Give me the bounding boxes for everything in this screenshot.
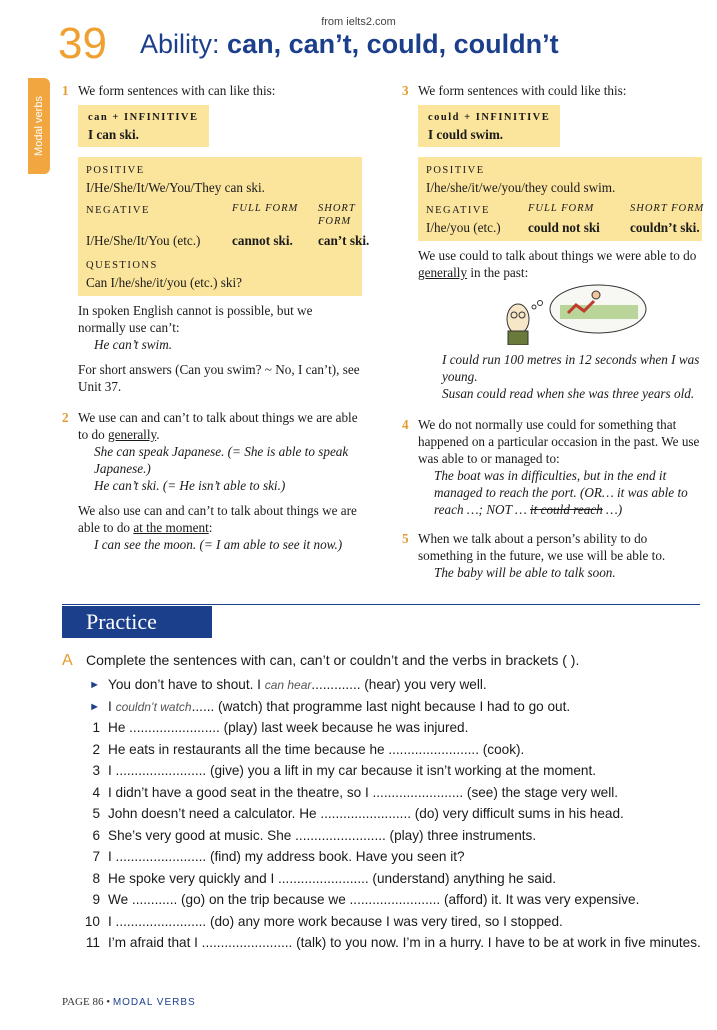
- item-sentence-rest: ............. (hear) you very well.: [311, 677, 487, 692]
- item-sentence: We ............ (go) on the trip because we ........................ (afford) it. It was very expensive.: [108, 892, 640, 907]
- item-sentence: I ........................ (do) any more work because I was very tired, so I stopped.: [108, 913, 563, 929]
- item-number: 2: [92, 741, 100, 757]
- page-number: PAGE 86 •: [62, 996, 111, 1008]
- item-text: [108, 934, 702, 952]
- section-text: We do not normally use could for something that happened on a particular occasion in the past. We use was able to or managed to:: [418, 417, 700, 466]
- example: He can’t ski. (= He isn’t able to ski.): [94, 478, 286, 493]
- negative-table: [86, 202, 370, 249]
- item-number: 10: [84, 913, 100, 929]
- exercise-item: [62, 784, 702, 802]
- exercise-item: [62, 870, 702, 888]
- item-text: [108, 719, 702, 737]
- forms-box: [78, 157, 370, 296]
- item-sentence: She’s very good at music. She ........................ (play) three instruments.: [108, 827, 537, 843]
- item-text: [108, 870, 702, 888]
- item-sentence: I: [108, 698, 116, 714]
- running-cartoon: [498, 283, 648, 345]
- item-text: [108, 741, 702, 759]
- item-sentence: He spoke very quickly and I ........................ (understand) anything he said.: [108, 870, 557, 886]
- negative-label: NEGATIVE: [86, 205, 150, 216]
- formula-box: [78, 105, 209, 147]
- positive-form: I/he/she/it/we/you/they could swim.: [426, 180, 616, 195]
- item-sentence: I ........................ (give) you a lift in my car because it isn’t working at the moment.: [108, 763, 597, 778]
- question-form: Can I/he/she/it/you (etc.) ski?: [86, 275, 243, 290]
- text-part: .: [156, 427, 160, 442]
- spoken-example: He can’t swim.: [94, 337, 173, 352]
- negative-subject: I/He/She/It/You (etc.): [86, 233, 201, 248]
- item-text: [108, 762, 702, 780]
- text-part: We use can and can’t to talk about things we are able to do: [78, 410, 358, 442]
- exercise-item: [62, 934, 702, 952]
- past-note: [418, 247, 702, 281]
- section-number: 1: [62, 83, 69, 98]
- full-form-label: FULL FORM: [232, 203, 299, 214]
- formula: can + INFINITIVE: [88, 112, 199, 123]
- item-number: 6: [92, 827, 100, 843]
- exercise-item: [62, 827, 702, 845]
- section-5: [402, 530, 702, 581]
- item-sentence: He ........................ (play) last week because he was injured.: [108, 720, 469, 735]
- handwritten-answer: couldn’t watch: [115, 699, 192, 714]
- underlined-text: at the moment: [133, 520, 209, 535]
- right-column: [402, 82, 705, 589]
- exercise-item: [62, 741, 702, 759]
- section-2: [62, 409, 362, 553]
- text-part: The boat was in difficulties, but in the end it managed to reach the port. (OR… it was able to reach …; NOT …: [434, 468, 688, 517]
- spoken-note: In spoken English cannot is possible, but we normally use can’t:: [78, 303, 313, 335]
- item-sentence: I didn’t have a good seat in the theatre, so I ........................ (see) the stage very well.: [108, 784, 619, 800]
- item-text: [108, 784, 702, 802]
- exercise-items: [62, 676, 702, 952]
- unit-title-prefix: Ability:: [140, 29, 220, 59]
- item-number: 4: [92, 784, 100, 800]
- item-sentence-rest: ...... (watch) that programme last night because I had to go out.: [191, 698, 571, 714]
- example-arrow-icon: ►: [89, 700, 100, 713]
- item-number: 9: [92, 892, 100, 907]
- item-number: 8: [92, 870, 100, 886]
- item-sentence: You don’t have to shout. I: [108, 677, 265, 692]
- item-text: [108, 676, 702, 694]
- questions-label: QUESTIONS: [86, 260, 158, 271]
- short-answers-note: For short answers (Can you swim? ~ No, I can’t), see Unit 37.: [78, 362, 360, 394]
- short-form-label: SHORT FORM: [630, 203, 705, 214]
- divider: [62, 604, 700, 605]
- section-number: 5: [402, 531, 409, 546]
- struck-text: it could reach: [529, 502, 603, 517]
- exercise-a: [62, 652, 702, 956]
- negative-subject: I/he/you (etc.): [426, 220, 501, 235]
- unit-title: [140, 30, 559, 60]
- section-3: [402, 82, 705, 402]
- exercise-item: [62, 676, 702, 694]
- exercise-item: [62, 891, 702, 909]
- exercise-item: [62, 719, 702, 737]
- item-number: 7: [92, 849, 100, 864]
- item-sentence: I ........................ (find) my address book. Have you seen it?: [108, 849, 465, 864]
- positive-label: POSITIVE: [86, 165, 145, 176]
- section-4: [402, 416, 702, 518]
- section-intro: [78, 409, 362, 443]
- item-text: [108, 805, 702, 823]
- item-number: 5: [92, 806, 100, 821]
- item-text: [108, 913, 702, 931]
- moment-note: [78, 502, 362, 536]
- example: [418, 467, 702, 518]
- section-intro: We form sentences with can like this:: [78, 83, 276, 98]
- item-number: 3: [92, 763, 100, 778]
- old-man-icon: [507, 304, 529, 334]
- item-sentence: I’m afraid that I ........................ (talk) to you now. I’m in a hurry. I have to be at work in five minutes.: [108, 935, 701, 950]
- forms-box: [418, 157, 705, 241]
- side-tab: [28, 78, 50, 174]
- item-number: 1: [92, 720, 100, 735]
- negative-short: can’t ski.: [318, 233, 370, 248]
- unit-title-main: can, can’t, could, couldn’t: [227, 29, 559, 59]
- example: I could run 100 metres in 12 seconds when I was young.: [442, 352, 700, 384]
- example-arrow-icon: ►: [89, 679, 100, 691]
- formula-box: [418, 105, 560, 147]
- unit-number: 39: [58, 19, 107, 68]
- left-column: [62, 82, 370, 561]
- short-form-label: SHORT FORM: [318, 203, 356, 227]
- negative-full: could not ski: [528, 220, 600, 235]
- example: The baby will be able to talk soon.: [434, 565, 616, 580]
- negative-table: [426, 202, 705, 236]
- exercise-item: [62, 913, 702, 931]
- exercise-item: [62, 848, 702, 866]
- watermark: from ielts2.com: [321, 16, 396, 28]
- item-text: [108, 848, 702, 866]
- footer: [62, 996, 196, 1008]
- section-number: 3: [402, 83, 409, 98]
- handwritten-answer: can hear: [264, 678, 312, 692]
- negative-full: cannot ski.: [232, 233, 293, 248]
- side-tab-label: Modal verbs: [33, 96, 45, 156]
- full-form-label: FULL FORM: [528, 203, 595, 214]
- item-text: [108, 698, 702, 716]
- section-number: 4: [402, 417, 409, 432]
- exercise-instruction: Complete the sentences with can, can’t or couldn’t and the verbs in brackets ( ).: [86, 652, 580, 668]
- text-part: We use could to talk about things we were able to do: [418, 248, 697, 263]
- section-number: 2: [62, 410, 69, 425]
- exercise-item: [62, 698, 702, 716]
- item-sentence: He eats in restaurants all the time because he ........................ (cook).: [108, 741, 525, 757]
- formula-example: I can ski.: [88, 127, 139, 142]
- example: Susan could read when she was three years old.: [442, 386, 695, 401]
- practice-heading: Practice: [62, 606, 212, 638]
- formula-example: I could swim.: [428, 127, 504, 142]
- example: I can see the moon. (= I am able to see it now.): [94, 537, 343, 552]
- item-sentence: John doesn’t need a calculator. He ........................ (do) very difficult sums in his head.: [108, 806, 624, 821]
- section-1: [62, 82, 370, 395]
- example: She can speak Japanese. (= She is able to speak Japanese.): [94, 444, 349, 476]
- item-text: [108, 827, 702, 845]
- footer-section: MODAL VERBS: [112, 997, 196, 1008]
- exercise-header: [62, 652, 702, 670]
- positive-label: POSITIVE: [426, 165, 485, 176]
- section-text: When we talk about a person’s ability to do something in the future, we use will be able to.: [418, 531, 666, 563]
- exercise-item: [62, 805, 702, 823]
- text-part: …): [602, 502, 623, 517]
- underlined-text: generally: [418, 265, 468, 280]
- underlined-text: generally: [108, 427, 157, 442]
- negative-short: couldn’t ski.: [630, 220, 700, 235]
- text-part: in the past:: [467, 265, 529, 280]
- formula: could + INFINITIVE: [428, 112, 551, 123]
- exercise-item: [62, 762, 702, 780]
- item-text: [108, 891, 702, 909]
- text-part: We also use can and can’t to talk about things we are able to do: [78, 503, 357, 535]
- negative-label: NEGATIVE: [426, 205, 490, 216]
- positive-form: I/He/She/It/We/You/They can ski.: [86, 180, 265, 195]
- section-intro: We form sentences with could like this:: [418, 83, 627, 98]
- text-part: :: [208, 520, 213, 535]
- exercise-letter: A: [62, 652, 73, 669]
- item-number: 11: [85, 935, 100, 950]
